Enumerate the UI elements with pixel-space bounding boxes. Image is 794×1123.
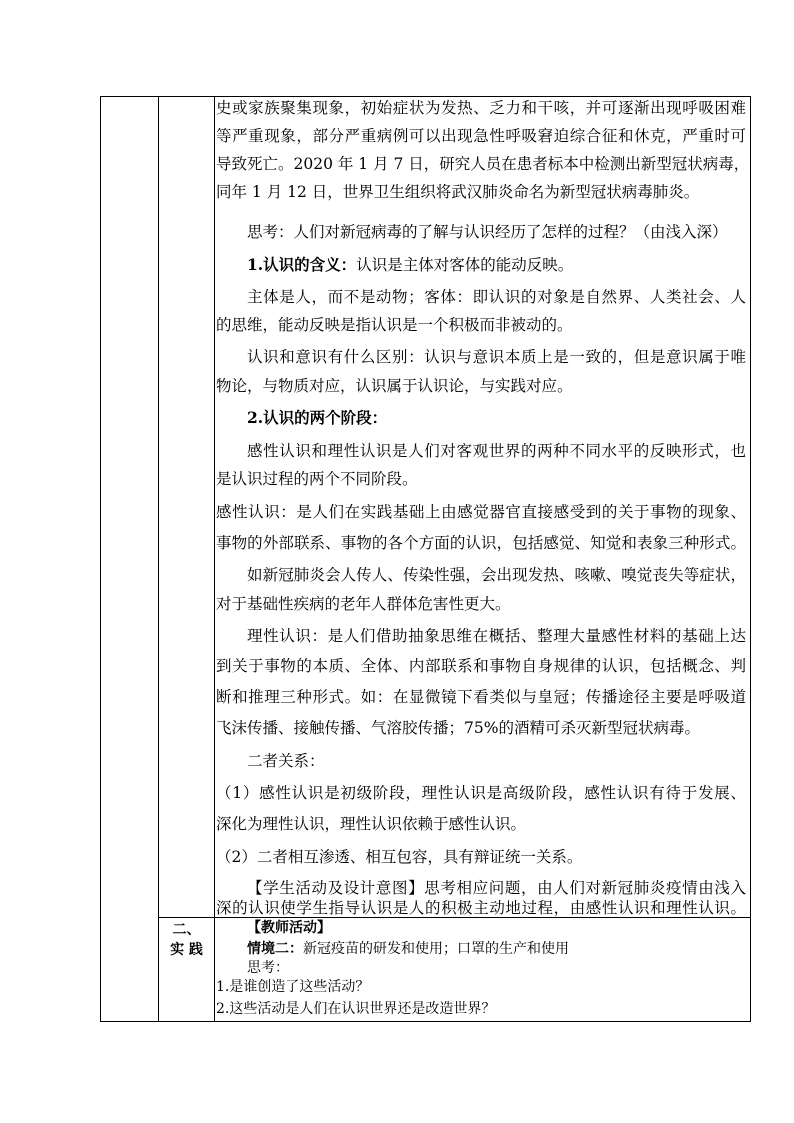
scenario-text: 新冠疫苗的研发和使用；口罩的生产和使用 xyxy=(303,941,569,957)
heading-meaning-of-cognition xyxy=(216,255,746,275)
text-line: 认识和意识有什么区别：认识与意识本质上是一致的，但是意识属于唯 xyxy=(247,348,746,366)
text-line: 二者关系： xyxy=(247,752,325,770)
text-line: 史或家族聚集现象，初始症状为发热、乏力和干咳，并可逐渐出现呼吸困难 xyxy=(216,99,746,117)
text-line: 深化为理性认识，理性认识依赖于感性认识。 xyxy=(216,815,527,833)
text-line: 事物的外部联系、事物的各个方面的认识，包括感觉、知觉和表象三种形式。 xyxy=(216,534,746,552)
scenario-label: 情境二： xyxy=(247,941,303,957)
column-divider-1 xyxy=(158,97,159,1021)
text-line: 感性认识：是人们在实践基础上由感觉器官直接感受到的关于事物的现象、 xyxy=(216,503,746,521)
lesson-table xyxy=(100,96,751,1022)
text-line: 导致死亡。2020 年 1 月 7 日，研究人员在患者标本中检测出新型冠状病毒， xyxy=(216,155,750,173)
text-line: 同年 1 月 12 日，世界卫生组织将武汉肺炎命名为新型冠状病毒肺炎。 xyxy=(216,183,700,201)
student-activity-heading: 【学生活动及设计意图】 xyxy=(247,879,425,897)
student-activity-text: 思考相应问题，由人们对新冠肺炎疫情由浅入 xyxy=(424,879,746,897)
think-question: 思考：人们对新冠病毒的了解与认识经历了怎样的过程？（由浅入深） xyxy=(247,223,728,241)
teacher-activity-heading: 【教师活动】 xyxy=(247,920,331,936)
text-line: 等严重现象，部分严重病例可以出现急性呼吸窘迫综合征和休克，严重时可 xyxy=(216,127,746,145)
text-line: 感性认识和理性认识是人们对客观世界的两种不同水平的反映形式，也 xyxy=(247,442,746,460)
think-label: 思考： xyxy=(247,960,289,976)
heading-two-stages: 2.认识的两个阶段： xyxy=(247,408,388,427)
section-two-title: 实 践 xyxy=(170,942,203,958)
question-1: 1.是谁创造了这些活动？ xyxy=(216,979,370,995)
heading-text: 认识是主体对客体的能动反映。 xyxy=(356,256,574,274)
text-line: 断和推理三种形式。如：在显微镜下看类似与皇冠；传播途径主要是呼吸道 xyxy=(216,688,746,706)
scenario-line xyxy=(216,939,746,959)
text-line: 的思维，能动反映是指认识是一个积极而非被动的。 xyxy=(216,316,573,334)
text-line: 到关于事物的本质、全体、内部联系和事物自身规律的认识，包括概念、判 xyxy=(216,657,746,675)
text-line: 物论，与物质对应，认识属于认识论，与实践对应。 xyxy=(216,377,573,395)
question-2: 2.这些活动是人们在认识世界还是改造世界？ xyxy=(216,1001,496,1017)
text-line: 对于基础性疾病的老年人群体危害性更大。 xyxy=(216,595,511,613)
student-activity-line xyxy=(216,878,746,898)
text-line: 主体是人，而不是动物；客体：即认识的对象是自然界、人类社会、人 xyxy=(247,288,746,306)
text-line: 如新冠肺炎会人传人、传染性强，会出现发热、咳嗽、嗅觉丧失等症状， xyxy=(247,566,746,584)
section-two-label xyxy=(159,920,214,960)
section-two-number: 二、 xyxy=(172,922,201,938)
text-line: 是认识过程的两个不同阶段。 xyxy=(216,470,418,488)
text-line: 飞沫传播、接触传播、气溶胶传播；75%的酒精可杀灭新型冠状病毒。 xyxy=(216,719,700,737)
text-line: 理性认识：是人们借助抽象思维在概括、整理大量感性材料的基础上达 xyxy=(247,627,746,645)
text-line: 深的认识使学生指导认识是人的积极主动地过程，由感性认识和理性认识。 xyxy=(216,899,746,917)
text-line: （1）感性认识是初级阶段，理性认识是高级阶段，感性认识有待于发展、 xyxy=(216,784,746,802)
heading-label: 1.认识的含义： xyxy=(247,255,357,274)
text-line: （2）二者相互渗透、相互包容，具有辩证统一关系。 xyxy=(216,848,583,866)
column-divider-2 xyxy=(214,97,215,1021)
